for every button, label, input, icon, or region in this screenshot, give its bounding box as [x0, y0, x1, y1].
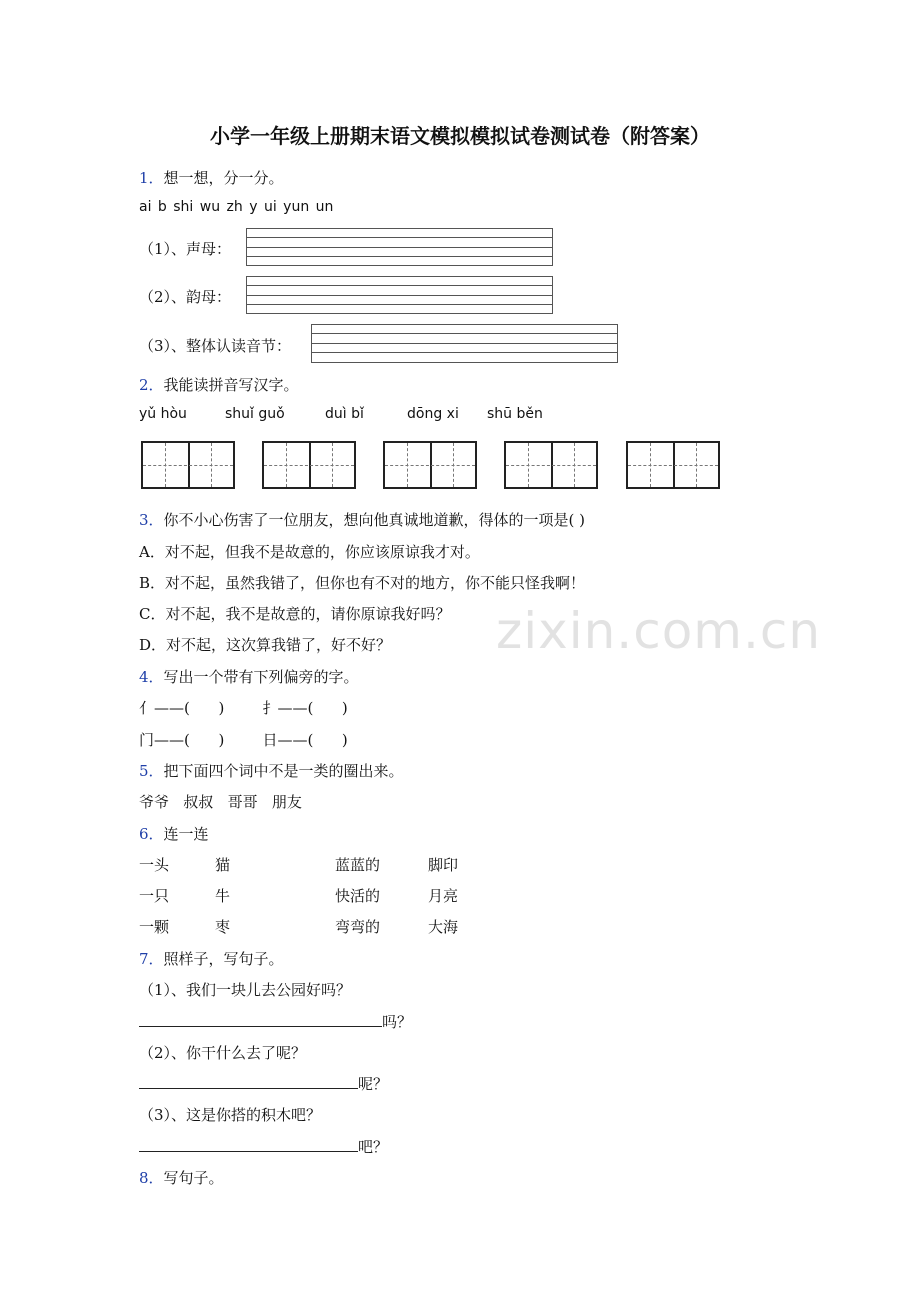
- radical-row-1[interactable]: 亻——( ) 扌——( ): [139, 699, 348, 717]
- question-6: [139, 823, 209, 844]
- match-col2-item[interactable]: 牛: [215, 887, 231, 905]
- question-text: 我能读拼音写汉字。: [163, 376, 299, 394]
- question-number: 6．: [139, 825, 164, 843]
- match-col4-item[interactable]: 大海: [428, 918, 459, 936]
- match-col2-item[interactable]: 枣: [215, 918, 231, 936]
- question-5: [139, 760, 404, 781]
- question-8: [139, 1167, 224, 1188]
- question-2: [139, 374, 299, 395]
- question-1: [139, 167, 284, 188]
- example-sentence-3: （3）、这是你搭的积木吧？: [139, 1106, 322, 1124]
- match-col1-item[interactable]: 一只: [139, 887, 170, 905]
- pinyin-1: yǔ hòu: [139, 406, 187, 422]
- match-col1-item[interactable]: 一头: [139, 856, 170, 874]
- question-number: 3．: [139, 511, 164, 529]
- match-col2-item[interactable]: 猫: [215, 856, 231, 874]
- match-col3-item[interactable]: 蓝蓝的: [335, 856, 381, 874]
- pinyin-5: shū běn: [487, 406, 543, 422]
- match-col3-item[interactable]: 快活的: [335, 887, 381, 905]
- question-number: 4．: [139, 668, 164, 686]
- question-number: 1．: [139, 169, 164, 187]
- tianzige-box-3[interactable]: [383, 441, 477, 489]
- option-a[interactable]: A．对不起，但我不是故意的，你应该原谅我才对。: [139, 543, 480, 561]
- question-number: 2．: [139, 376, 164, 394]
- option-d[interactable]: D．对不起，这次算我错了，好不好？: [139, 636, 392, 654]
- question-text: 连一连: [163, 825, 209, 843]
- watermark: zixin.com.cn: [496, 602, 822, 660]
- answer-line-3[interactable]: [139, 1136, 388, 1157]
- q1-part2-label: （2）、韵母：: [139, 288, 232, 306]
- page-title: 小学一年级上册期末语文模拟模拟试卷测试卷（附答案）: [210, 124, 710, 148]
- blank-line[interactable]: [139, 1012, 382, 1027]
- question-3: [139, 509, 585, 530]
- question-text: 你不小心伤害了一位朋友，想向他真诚地道歉，得体的一项是( ): [163, 511, 586, 529]
- sentence-ending: 吗？: [382, 1013, 413, 1031]
- question-number: 8．: [139, 1169, 164, 1187]
- tianzige-box-4[interactable]: [504, 441, 598, 489]
- question-text: 想一想，分一分。: [163, 169, 284, 187]
- match-col4-item[interactable]: 脚印: [428, 856, 459, 874]
- writing-lines-whole-syllables[interactable]: [311, 324, 618, 363]
- tianzige-box-2[interactable]: [262, 441, 356, 489]
- question-number: 5．: [139, 762, 164, 780]
- question-text: 把下面四个词中不是一类的圈出来。: [163, 762, 404, 780]
- pinyin-3: duì bǐ: [325, 406, 364, 422]
- q1-part3-label: （3）、整体认读音节：: [139, 337, 292, 355]
- question-7: [139, 948, 284, 969]
- option-b[interactable]: B．对不起，虽然我错了，但你也有不对的地方，你不能只怪我啊！: [139, 574, 586, 592]
- answer-line-2[interactable]: [139, 1073, 388, 1094]
- match-col3-item[interactable]: 弯弯的: [335, 918, 381, 936]
- question-number: 7．: [139, 950, 164, 968]
- match-col1-item[interactable]: 一颗: [139, 918, 170, 936]
- writing-lines-consonants[interactable]: [246, 228, 553, 266]
- sentence-ending: 吧？: [358, 1138, 389, 1156]
- blank-line[interactable]: [139, 1137, 358, 1152]
- tianzige-box-1[interactable]: [141, 441, 235, 489]
- blank-line[interactable]: [139, 1074, 358, 1089]
- radical-row-2[interactable]: 门——( ) 日——( ): [139, 731, 348, 749]
- word-group[interactable]: 爷爷 叔叔 哥哥 朋友: [139, 793, 302, 811]
- example-sentence-2: （2）、你干什么去了呢？: [139, 1044, 307, 1062]
- answer-line-1[interactable]: [139, 1011, 412, 1032]
- syllable-list: ai b shi wu zh y ui yun un: [139, 199, 334, 215]
- example-sentence-1: （1）、我们一块儿去公园好吗？: [139, 981, 352, 999]
- writing-lines-vowels[interactable]: [246, 276, 553, 314]
- sentence-ending: 呢？: [358, 1075, 389, 1093]
- tianzige-box-5[interactable]: [626, 441, 720, 489]
- question-text: 照样子，写句子。: [163, 950, 284, 968]
- q1-part1-label: （1）、声母：: [139, 240, 232, 258]
- option-c[interactable]: C．对不起，我不是故意的，请你原谅我好吗？: [139, 605, 451, 623]
- match-col4-item[interactable]: 月亮: [428, 887, 459, 905]
- pinyin-4: dōng xi: [407, 406, 459, 422]
- question-text: 写句子。: [163, 1169, 224, 1187]
- pinyin-2: shuǐ guǒ: [225, 406, 285, 422]
- question-text: 写出一个带有下列偏旁的字。: [163, 668, 359, 686]
- question-4: [139, 666, 359, 687]
